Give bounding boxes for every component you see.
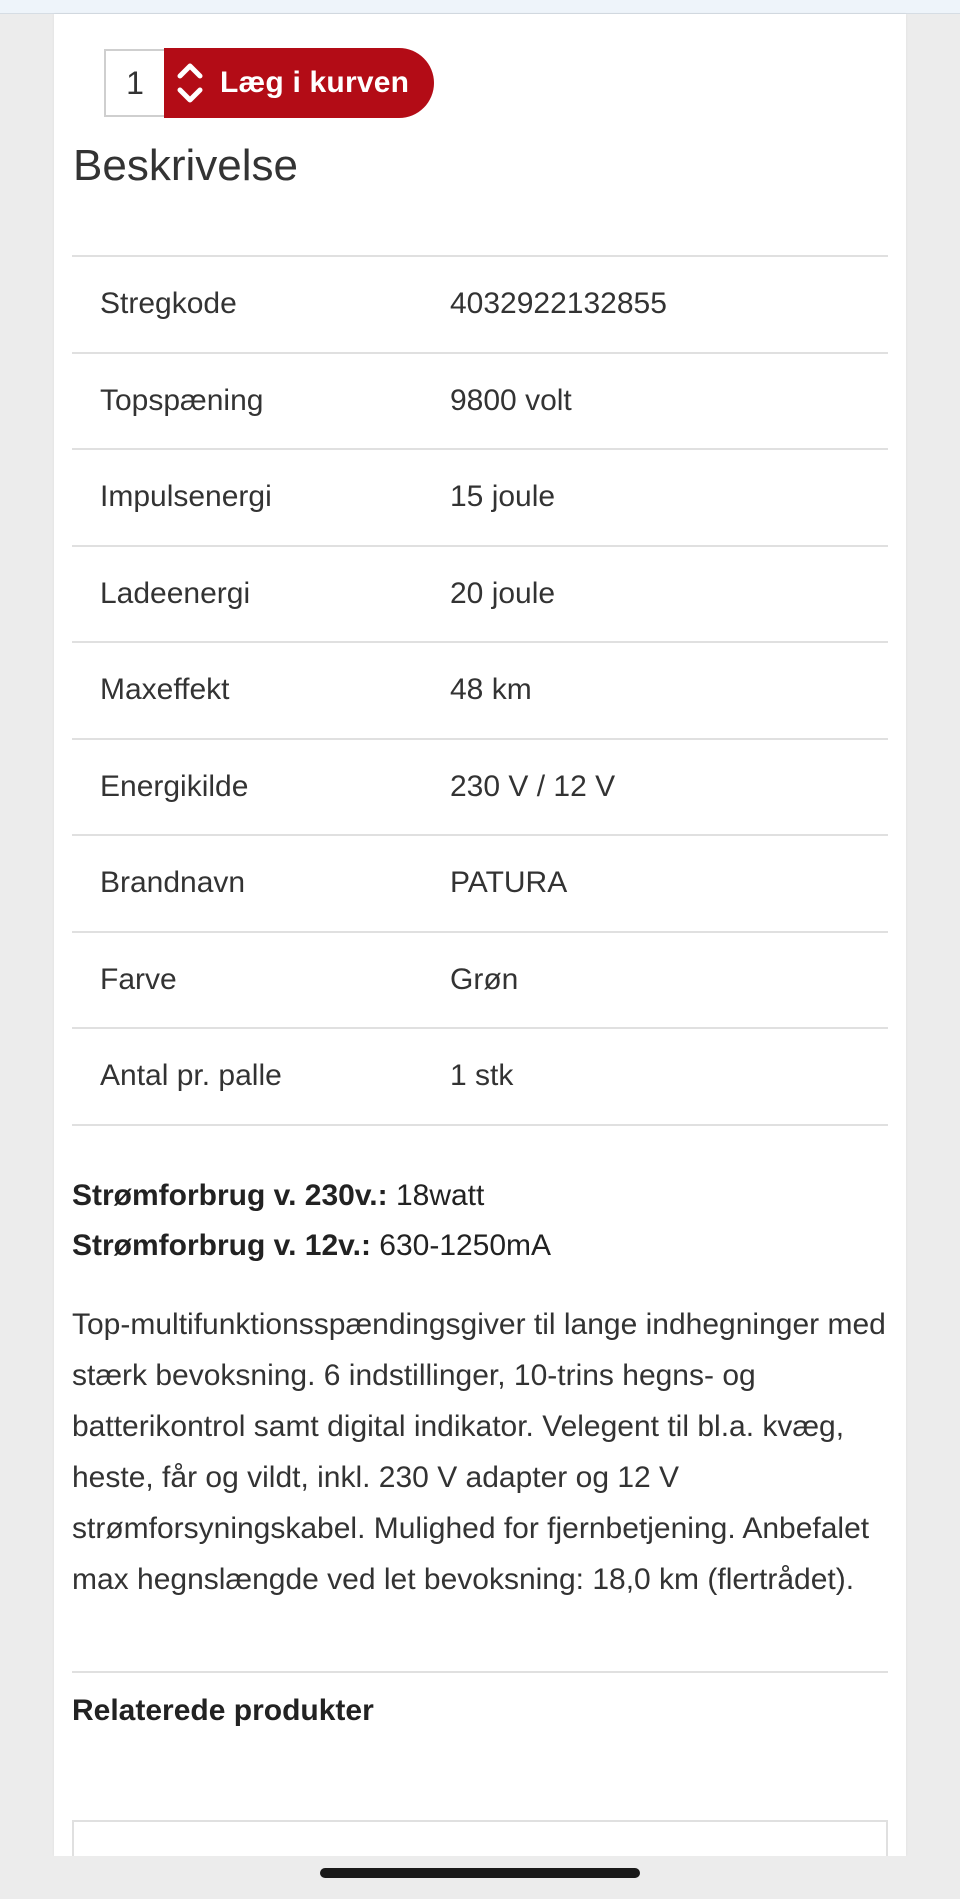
- power-line-230v: [72, 1171, 551, 1221]
- power-value: 18watt: [387, 1179, 485, 1212]
- spec-value: 1 stk: [450, 1059, 514, 1093]
- spec-value: 230 V / 12 V: [450, 769, 616, 803]
- up-down-chevron-icon[interactable]: [172, 53, 208, 113]
- spec-label: Ladeenergi: [100, 576, 251, 610]
- spec-row-max-effect: [72, 643, 888, 740]
- power-label: Strømforbrug v. 12v.:: [72, 1229, 371, 1262]
- spec-value: 4032922132855: [450, 287, 667, 321]
- power-label: Strømforbrug v. 230v.:: [72, 1179, 388, 1212]
- spec-row-brand: [72, 836, 888, 933]
- spec-table: [72, 255, 888, 1126]
- add-to-cart-label: Læg i kurven: [220, 66, 410, 99]
- spec-row-impulse-energy: [72, 450, 888, 547]
- spec-label: Energikilde: [100, 769, 249, 803]
- spec-label: Stregkode: [100, 287, 237, 321]
- power-line-12v: [72, 1221, 551, 1271]
- add-to-cart-button[interactable]: [164, 48, 434, 118]
- spec-row-peak-voltage: [72, 354, 888, 451]
- spec-value: 9800 volt: [450, 383, 572, 417]
- spec-value: PATURA: [450, 866, 568, 900]
- spec-row-color: [72, 933, 888, 1030]
- spec-row-barcode: [72, 257, 888, 354]
- description-heading: Beskrivelse: [73, 141, 298, 190]
- spec-row-energy-source: [72, 740, 888, 837]
- browser-top-strip: [0, 0, 960, 14]
- spec-value: Grøn: [450, 962, 519, 996]
- spec-row-charge-energy: [72, 547, 888, 644]
- spec-value: 20 joule: [450, 576, 556, 610]
- add-to-cart-row: [104, 49, 434, 117]
- spec-label: Antal pr. palle: [100, 1059, 282, 1093]
- spec-label: Topspæning: [100, 383, 264, 417]
- related-products-heading: Relaterede produkter: [72, 1694, 374, 1727]
- spec-label: Farve: [100, 962, 177, 996]
- quantity-input[interactable]: 1: [104, 49, 164, 117]
- spec-value: 15 joule: [450, 480, 556, 514]
- spec-label: Impulsenergi: [100, 480, 272, 514]
- spec-value: 48 km: [450, 673, 532, 707]
- section-divider: [72, 1671, 888, 1673]
- product-details-card: [54, 14, 906, 1856]
- spec-label: Brandnavn: [100, 866, 246, 900]
- spec-label: Maxeffekt: [100, 673, 230, 707]
- home-indicator[interactable]: [320, 1868, 640, 1878]
- power-value: 630-1250mA: [370, 1229, 552, 1262]
- spec-row-per-pallet: [72, 1029, 888, 1126]
- power-consumption: [72, 1171, 551, 1271]
- product-description: Top-multifunktionsspændingsgiver til lange indhegninger med stærk bevoksning. 6 indstillinger, 10-trins hegns- og batterikontrol samt digital indikator. Velegent til bl.a. kvæg, heste, får og vildt, inkl. 230 V adapter og 12 V strømforsyningskabel. Mulighed for fjernbetjening. Anbefalet max hegnslængde ved let bevoksning: 18,0 km (flertrådet).: [72, 1308, 886, 1596]
